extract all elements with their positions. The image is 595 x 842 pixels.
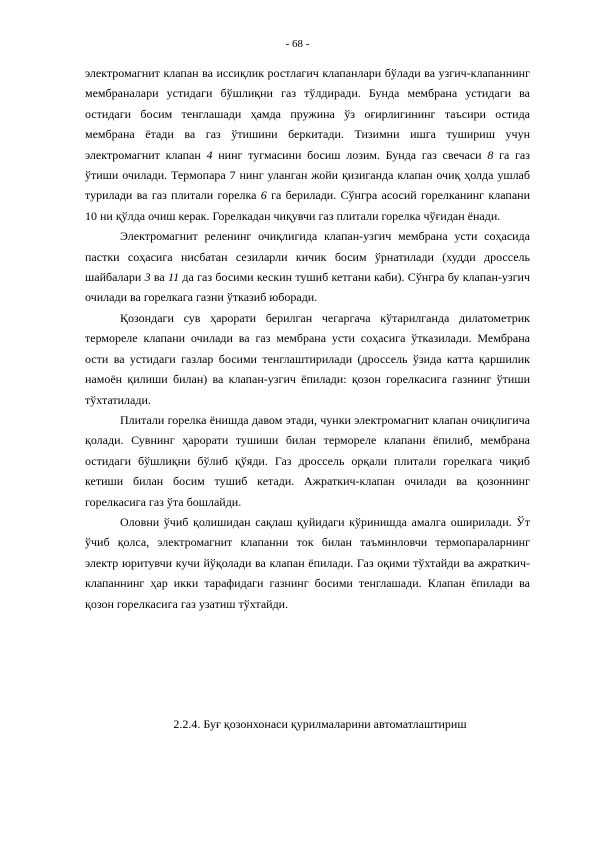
figure-reference-number: 4 — [206, 147, 213, 162]
text-run: Плитали горелка ёнишда давом этади, чунки электромагнит клапан очиқлигича қолади. Сувнинг ҳарорати тушиши билан термореле клапани ёпилиб, мембрана остидаги бўшлиқни бўлиб қўяди. Газ дроссель орқали плитали горелкага чиқиб кетиши билан босим тушиб кетади. Ажраткич-клапан очилади ва қозоннинг горелкасига газ ўта бошлайди. — [85, 412, 530, 509]
text-run: га газ ўтиши очилади. Термопара 7 нинг уланган жойи қизиганда клапан очиқ ҳолда ушлаб турилади ва газ плитали горелка — [85, 147, 530, 203]
figure-reference-number: 8 — [487, 147, 494, 162]
body-text — [85, 63, 530, 614]
text-run: нинг тугмасини босиш лозим. Бунда газ свечаси — [212, 147, 488, 162]
figure-reference-number: 6 — [260, 188, 267, 203]
text-run: да газ босими кескин тушиб кетгани каби). Сўнгра бу клапан-узгич очилади ва горелкага газни ўтказиб юборади. — [85, 270, 530, 305]
paragraph — [85, 63, 530, 226]
paragraph — [85, 512, 530, 614]
text-run: Оловни ўчиб қолишидан сақлаш қуйидаги кўринишда амалга оширилади. Ўт ўчиб қолса, электромагнит клапанни ток билан таъминловчи термопараларнинг электр юритувчи кучи йўқолади ва клапан ёпилади. Газ оқими тўхтайди ва ажраткич-клапаннинг ҳар икки тарафидаги газнинг босими тенглашади. Клапан ёпилади ва қозон горелкасига газ узатиш тўхтайди. — [85, 514, 530, 611]
paragraph — [85, 308, 530, 410]
text-run: электромагнит клапан ва иссиқлик ростлагич клапанлари бўлади ва узгич-клапаннинг мембраналари устидаги бўшлиқни газ тўлдиради. Бунда мембрана устидаги ва остидаги босим тенглашади ҳамда пружина ўз оғирлигининг таъсири остида мембрана ётади ва газ ўтишини беркитади. Тизимни ишга тушириш учун электромагнит клапан — [85, 66, 530, 162]
text-run: Электромагнит реленинг очиқлигида клапан-узгич мембрана усти соҳасида пастки соҳасига нисбатан сезиларли кичик босим ўрнатилади (худди дроссель шайбалари — [85, 229, 530, 285]
paragraph — [85, 410, 530, 512]
text-run: ва — [150, 270, 168, 285]
paragraph — [85, 226, 530, 308]
section-heading: 2.2.4. Буғ қозонхонаси қурилмаларини автоматлаштириш — [173, 717, 467, 731]
figure-reference-number: 11 — [168, 270, 180, 285]
text-run: Қозондаги сув ҳарорати берилган чегаргача кўтарилганда дилатометрик термореле клапани очилади ва газ мембрана усти соҳасига ўтказилади. Мембрана ости ва устидаги газлар босими тенглаштирилади (дроссель ўзида катта қаршилик намоён қилиши билан) ва клапан-узгич ёпилади: қозон горелкасига газнинг ўтиши тўхтатилади. — [85, 310, 530, 407]
page-number: - 68 - — [285, 38, 310, 50]
text-run: га берилади. Сўнгра асосий горелканинг клапани 10 ни қўлда очиш керак. Горелкадан чиқувчи газ плитали горелка чўғидан ёнади. — [85, 188, 530, 223]
figure-reference-number: 3 — [144, 270, 151, 285]
